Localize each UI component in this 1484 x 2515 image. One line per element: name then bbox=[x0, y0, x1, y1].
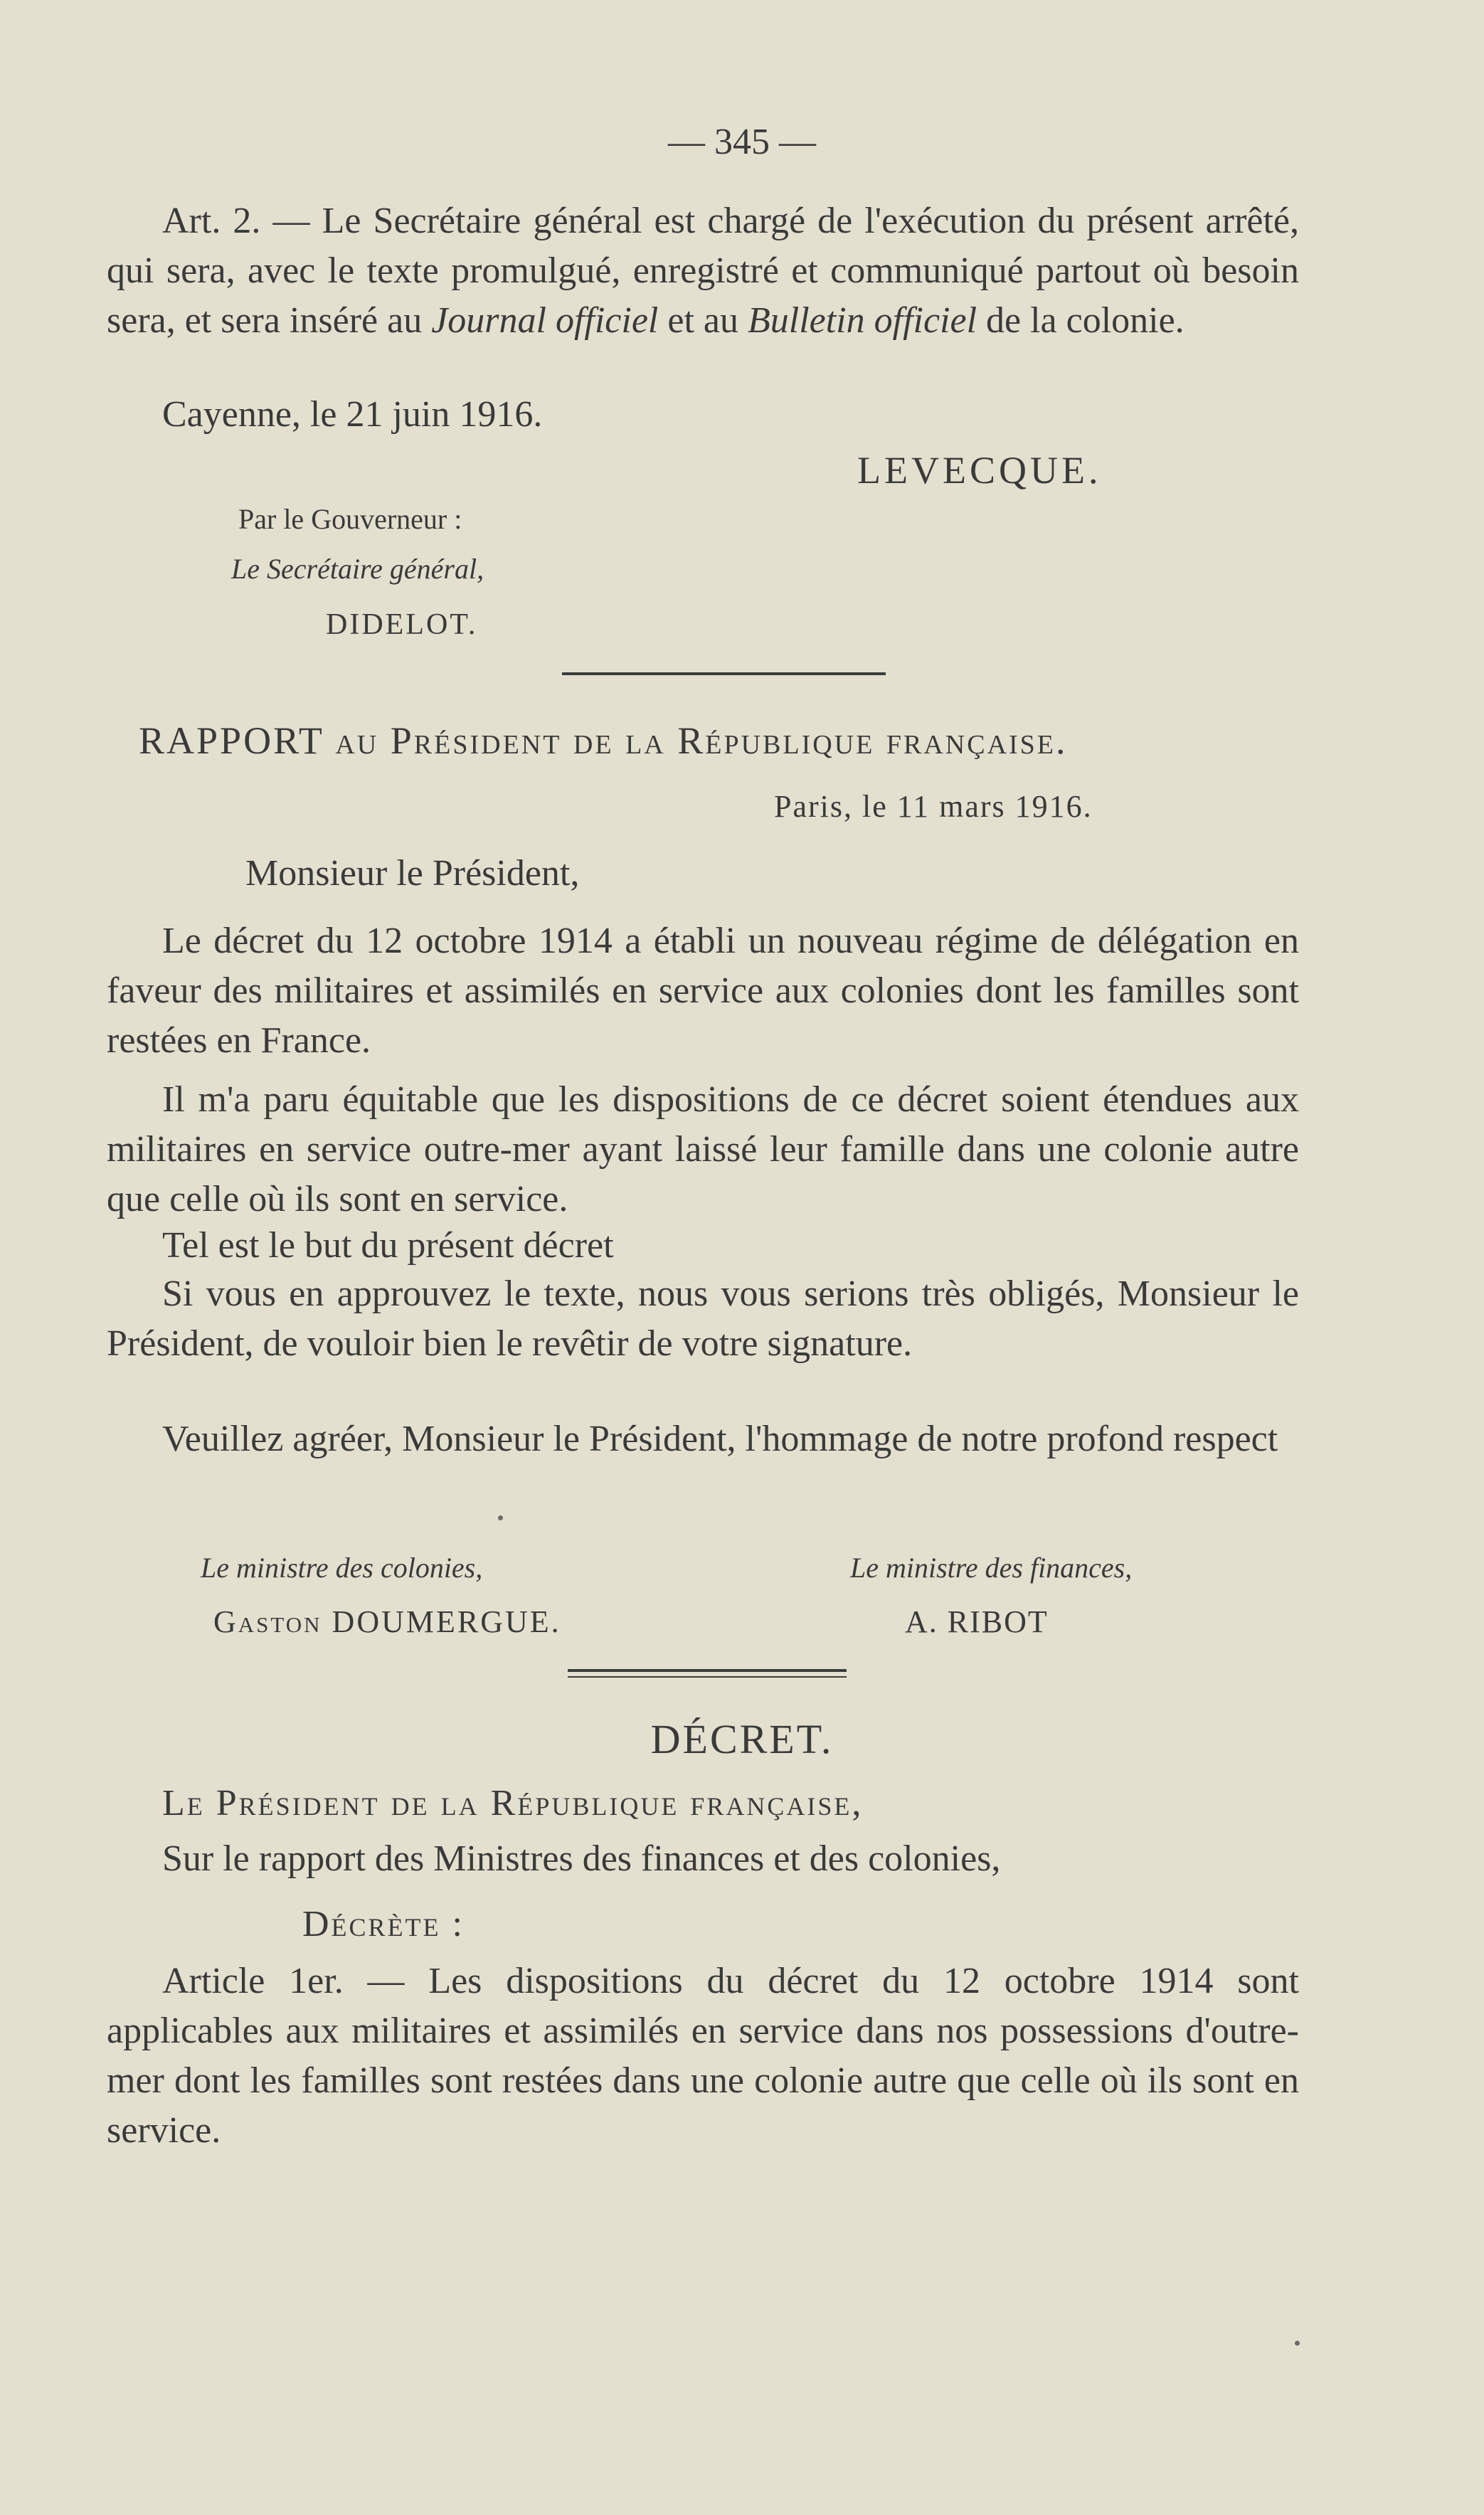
article-2-text-part1: Art. 2. — Le Secrétaire général est chargé de l'exécution du présent arrêté, qui sera, avec le texte promulgué, enregistré et communiqué partout où besoin sera, et sera inséré au bbox=[107, 201, 1299, 341]
page-number: — 345 — bbox=[668, 122, 816, 162]
separator-rule-2 bbox=[568, 1669, 847, 1672]
place-date-line: Cayenne, le 21 juin 1916. bbox=[162, 394, 543, 435]
decree-president-line: Le Président de la République française, bbox=[162, 1783, 864, 1823]
report-salutation: Monsieur le Président, bbox=[245, 853, 580, 894]
bulletin-officiel-ref: Bulletin officiel bbox=[747, 300, 977, 341]
signatory-colonies-title: Le ministre des colonies, bbox=[201, 1552, 483, 1584]
report-paragraph-5: Veuillez agréer, Monsieur le Président, l'hommage de notre profond respect bbox=[162, 1419, 1278, 1459]
separator-rule-1 bbox=[562, 672, 886, 675]
secretary-name: DIDELOT. bbox=[326, 608, 478, 641]
by-governor-line: Par le Gouverneur : bbox=[238, 503, 462, 535]
article-2-paragraph bbox=[107, 196, 1299, 346]
report-title: RAPPORT au Président de la République française. bbox=[139, 719, 1068, 762]
decree-considering-line: Sur le rapport des Ministres des finances et des colonies, bbox=[162, 1838, 1001, 1879]
decree-heading: DÉCRET. bbox=[650, 1716, 834, 1762]
article-2-text-part2: et au bbox=[658, 300, 748, 341]
report-paragraph-1: Le décret du 12 octobre 1914 a établi un nouveau régime de délégation en faveur des militaires et assimilés en service aux colonies dont les familles sont restées en France. bbox=[107, 921, 1299, 1061]
separator-rule-2b bbox=[568, 1676, 847, 1678]
report-paragraph-4: Si vous en approuvez le texte, nous vous serions très obligés, Monsieur le Président, de vouloir bien le revêtir de votre signature. bbox=[107, 1274, 1299, 1364]
speck-mark bbox=[498, 1515, 503, 1520]
signatory-colonies-name: Gaston DOUMERGUE. bbox=[213, 1604, 561, 1639]
journal-officiel-ref: Journal officiel bbox=[431, 300, 659, 341]
secretary-title: Le Secrétaire général, bbox=[231, 553, 484, 585]
decree-article-1: Article 1er. — Les dispositions du décret du 12 octobre 1914 sont applicables aux militaires et assimilés en service dans nos possessions d'outre-mer dont les familles sont restées dans une colonie autre que celle où ils sont en service. bbox=[107, 1961, 1299, 2151]
signatory-finances-name: A. RIBOT bbox=[905, 1604, 1049, 1639]
report-dateline: Paris, le 11 mars 1916. bbox=[774, 789, 1093, 824]
signatory-finances-title: Le ministre des finances, bbox=[850, 1552, 1133, 1584]
report-paragraph-3: Tel est le but du présent décret bbox=[162, 1225, 614, 1266]
decree-decrees-line: Décrète : bbox=[302, 1904, 465, 1944]
report-paragraph-2: Il m'a paru équitable que les dispositions de ce décret soient étendues aux militaires en service outre-mer ayant laissé leur famille dans une colonie autre que celle où ils sont en service. bbox=[107, 1079, 1299, 1219]
governor-signature: LEVECQUE. bbox=[857, 449, 1102, 492]
article-2-text-part3: de la colonie. bbox=[977, 300, 1184, 341]
speck-mark bbox=[1295, 2341, 1300, 2346]
